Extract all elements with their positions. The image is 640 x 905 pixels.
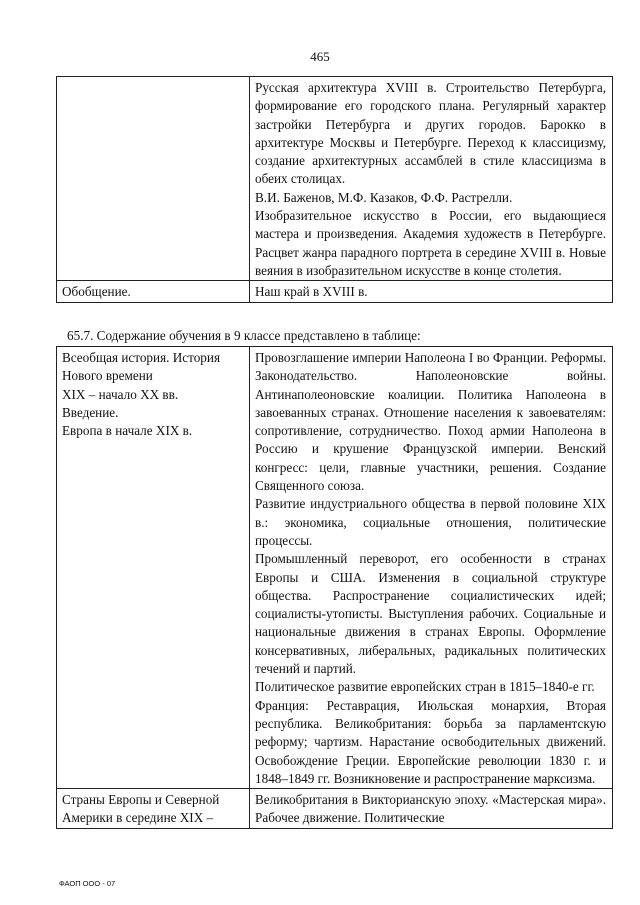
topic-line: Европа в начале XIX в. bbox=[62, 423, 193, 439]
topic-cell bbox=[57, 281, 250, 302]
content-paragraph: Политическое развитие европейских стран в 1815–1840-е гг. bbox=[255, 679, 595, 695]
content-paragraph: Великобритания в Викторианскую эпоху. «Мастерская мира». Рабочее движение. Политические bbox=[255, 792, 606, 826]
content-cell bbox=[250, 281, 613, 302]
grade-9-content-table bbox=[56, 346, 613, 829]
topic-line: Всеобщая история. История bbox=[62, 350, 221, 365]
content-cell bbox=[250, 789, 613, 829]
topic-cell bbox=[57, 77, 250, 281]
topic-line: XIX – начало XX вв. bbox=[62, 386, 179, 402]
content-paragraph: Промышленный переворот, его особенности в странах Европы и США. Изменения в социальной структуре общества. Распространение социалистических идей; социалисты-утописты. Выступления рабочих. Социальные и национальные движения в странах Европы. Оформление консервативных, либеральных, радикальных политических течений и партий. bbox=[255, 551, 606, 677]
top-content-table bbox=[56, 76, 613, 303]
content-paragraph: Развитие индустриального общества в первой половине XIX в.: экономика, социальные отношения, политические процессы. bbox=[255, 496, 606, 548]
content-paragraph: В.И. Баженов, М.Ф. Казаков, Ф.Ф. Растрелли. bbox=[255, 189, 513, 205]
section-intro: 65.7. Содержание обучения в 9 классе представлено в таблице: bbox=[67, 328, 421, 343]
topic-line: Введение. bbox=[62, 404, 119, 420]
content-paragraph: Провозглашение империи Наполеона I во Франции. Реформы. Законодательство. Наполеоновские войны. Антинаполеоновские коалиции. Политика Наполеона в завоеванных странах. Отношение населения к завоевателям: сопротивление, сотрудничество. Поход армии Наполеона в Россию и крушение Французской империи. Венский конгресс: цели, главные участники, решения. Создание Священного союза. bbox=[255, 350, 606, 494]
table-row bbox=[57, 281, 613, 302]
topic-line: Америки в середине XIX – bbox=[62, 810, 214, 826]
topic-line: Страны Европы и Северной bbox=[62, 792, 220, 808]
page-number: 465 bbox=[310, 49, 330, 64]
table-row bbox=[57, 347, 613, 789]
topic-cell bbox=[57, 347, 250, 789]
content-cell bbox=[250, 77, 613, 281]
topic-cell bbox=[57, 789, 250, 829]
content-paragraph: Изобразительное искусство в России, его выдающиеся мастера и произведения. Академия художеств в Петербурге. Расцвет жанра парадного портрета в середине XVIII в. Новые веяния в изобразительном искусстве в конце столетия. bbox=[255, 208, 606, 278]
table-row bbox=[57, 77, 613, 281]
content-cell bbox=[250, 347, 613, 789]
table-row bbox=[57, 789, 613, 829]
content-paragraph: Русская архитектура XVIII в. Строительство Петербурга, формирование его городского плана. Регулярный характер застройки Петербурга и других городов. Барокко в архитектуре Москвы и Петербурге. Переход к классицизму, создание архитектурных ассамблей в стиле классицизма в обеих столицах. bbox=[255, 80, 606, 187]
content-paragraph: Франция: Реставрация, Июльская монархия, Вторая республика. Великобритания: борьба за парламентскую реформу; чартизм. Нарастание освободительных движений. Освобождение Греции. Европейские революции 1830 г. и 1848–1849 гг. Возникновение и распространение марксизма. bbox=[255, 697, 606, 786]
topic-line: Нового времени bbox=[62, 368, 153, 384]
footer-code: ФАОП ООО - 07 bbox=[59, 879, 116, 888]
content-paragraph: Наш край в XVIII в. bbox=[255, 284, 368, 300]
topic-line: Обобщение. bbox=[62, 284, 131, 300]
